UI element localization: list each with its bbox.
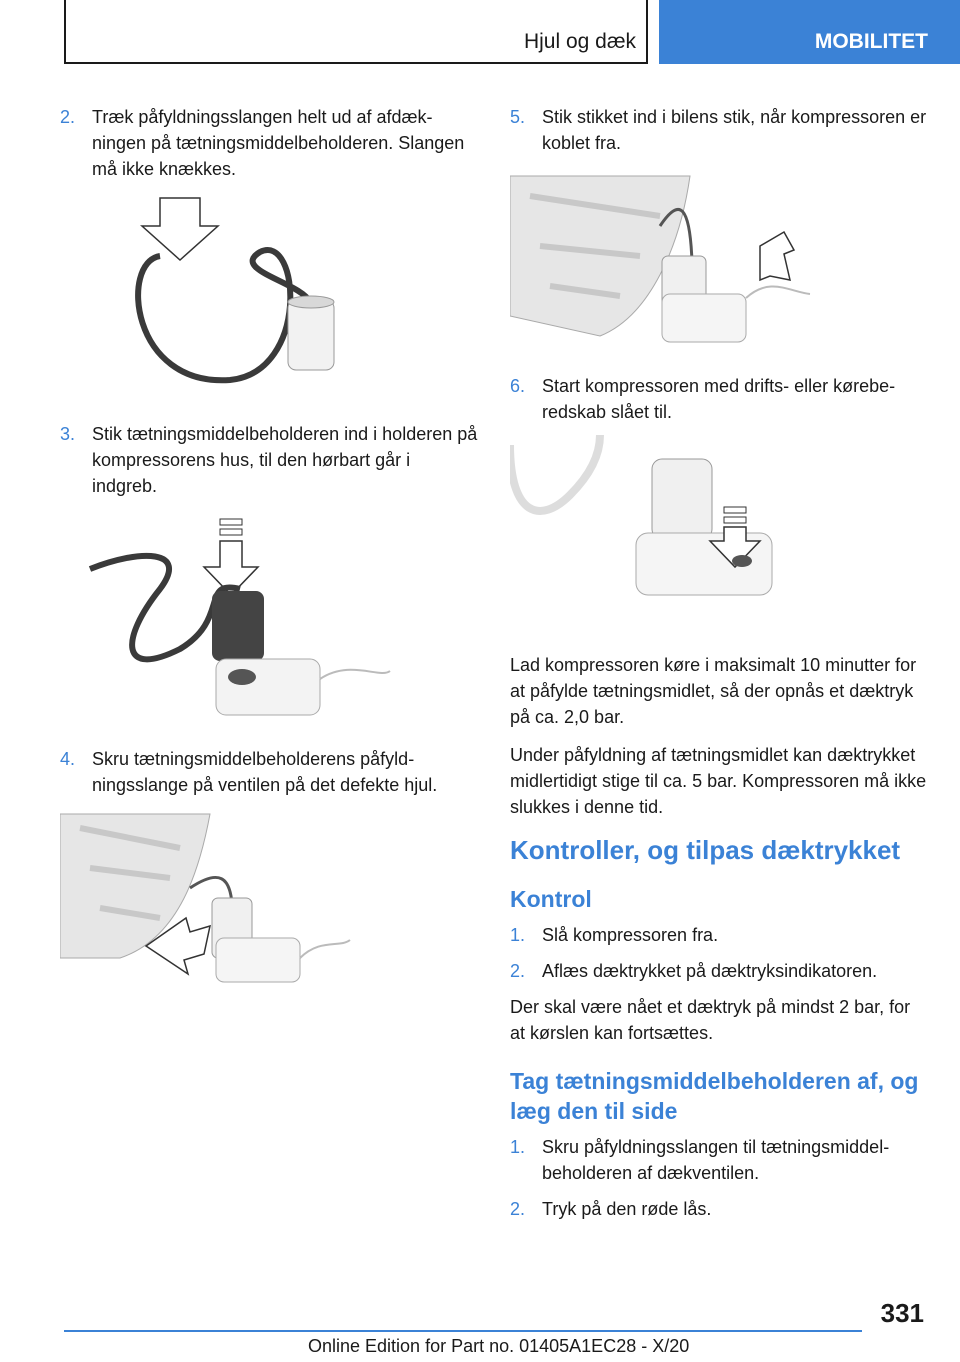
step-number: 1. — [510, 1137, 526, 1157]
check-step-2 — [510, 958, 928, 984]
heading-check: Kontrol — [510, 886, 592, 912]
step-number: 2. — [60, 107, 76, 127]
step-text: Træk påfyldningsslangen helt ud af afdækningen på tætningsmiddelbeholderen. Slangen må ikke knækkes. — [92, 107, 465, 179]
step-5 — [510, 104, 928, 156]
paragraph-min-pressure: Der skal være nået et dæktryk på mindst 2 bar, for at kørslen kan fortsættes. — [510, 997, 911, 1043]
step-text: Tryk på den røde lås. — [542, 1199, 712, 1219]
step-4 — [60, 746, 480, 798]
step-number: 4. — [60, 749, 76, 769]
heading-remove-container: Tag tætningsmiddelbeholderen af, og læg den til side — [510, 1068, 919, 1124]
illustration-container-compressor — [60, 509, 480, 746]
step-text: Stik tætningsmiddelbeholderen ind i holderen på kompressorens hus, til den hørbart går i indgreb. — [92, 424, 478, 496]
step-text: Slå kompressoren fra. — [542, 925, 719, 945]
step-text: Skru tætningsmiddelbeholderens påfyldningsslange på ventilen på det defekte hjul. — [92, 749, 438, 795]
chapter-title: MOBILITET — [814, 30, 928, 53]
step-2 — [60, 104, 480, 182]
illustration-wheel-connection — [60, 808, 480, 1005]
step-number: 2. — [510, 961, 526, 981]
section-title: Hjul og dæk — [523, 30, 636, 53]
paragraph-pressure-note: Under påfyldning af tætningsmidlet kan dæktrykket midlertidigt stige til ca. 5 bar. Kompressoren må ikke slukkes i denne tid. — [510, 745, 927, 817]
step-text: Aflæs dæktrykket på dæktryksindikatoren. — [542, 961, 878, 981]
step-number: 5. — [510, 107, 526, 127]
step-number: 1. — [510, 925, 526, 945]
step-3 — [60, 421, 480, 499]
remove-step-1 — [510, 1134, 928, 1186]
step-number: 3. — [60, 424, 76, 444]
remove-step-2 — [510, 1196, 928, 1222]
header-section-box — [64, 0, 648, 64]
right-column — [510, 104, 928, 1232]
paragraph-run-time: Lad kompressoren køre i maksimalt 10 minutter for at påfylde tætningsmidlet, så der opnås et dæktryk på ca. 2,0 bar. — [510, 655, 917, 727]
footer-edition: Online Edition for Part no. 01405A1EC28 - X/20 — [308, 1336, 690, 1356]
step-number: 2. — [510, 1199, 526, 1219]
left-column — [60, 104, 480, 1005]
step-text: Skru påfyldningsslangen til tætningsmiddelbeholderen af dækventilen. — [542, 1137, 890, 1183]
illustration-plug-socket — [510, 166, 928, 373]
step-text: Start kompressoren med drifts- eller køreberedskab slået til. — [542, 376, 896, 422]
step-text: Stik stikket ind i bilens stik, når kompressoren er koblet fra. — [542, 107, 927, 153]
check-step-1 — [510, 922, 928, 948]
chapter-tab — [659, 0, 960, 64]
step-number: 6. — [510, 376, 526, 396]
step-6 — [510, 373, 928, 425]
illustration-hose-container — [60, 192, 480, 421]
page-number: 331 — [880, 1298, 924, 1328]
illustration-compressor-start — [510, 435, 928, 652]
heading-check-adjust: Kontroller, og tilpas dæktrykket — [510, 835, 901, 865]
footer-divider — [64, 1330, 862, 1332]
